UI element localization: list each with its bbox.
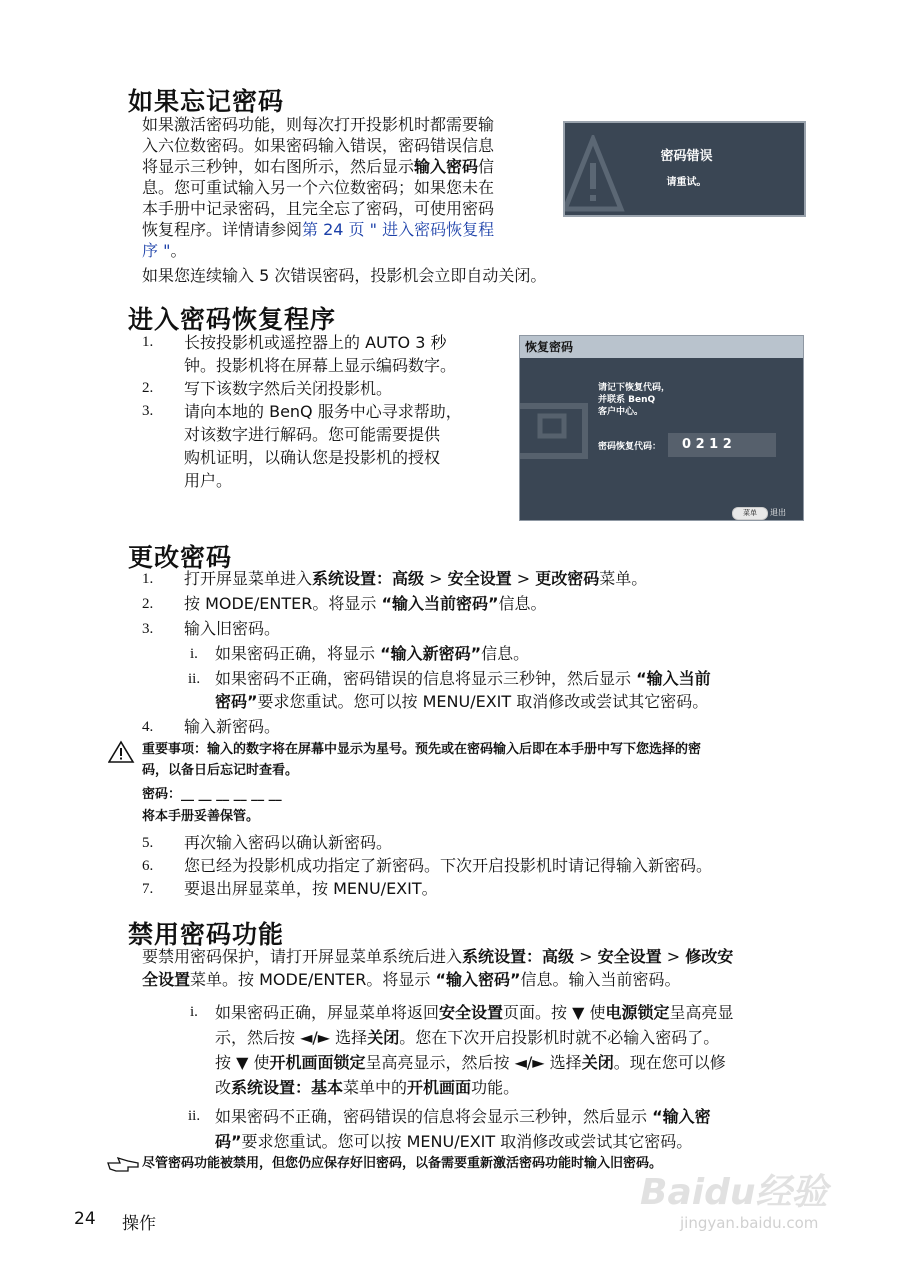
section-name: 操作 — [122, 1214, 156, 1234]
wrong-password-note: 如果您连续输入 5 次错误密码，投影机会立即自动关闭。 — [142, 266, 547, 285]
sub-number: ii. — [188, 1108, 201, 1124]
sub-item: 如果密码正确，将显示 “输入新密码”信息。 — [215, 644, 530, 663]
important-note: 重要事项：输入的数字将在屏幕中显示为星号。预先或在密码输入后即在本手册中写下您选择的密 码，以备日后忘记时查看。 — [142, 742, 702, 778]
para-line: 如果激活密码功能，则每次打开投影机时都需要输 — [142, 115, 495, 134]
step-exit: 要退出屏显菜单，按 MENU/EXIT。 — [184, 879, 438, 898]
keep-manual-note: 将本手册妥善保管。 — [142, 809, 260, 824]
screen-title: 密码错误 — [660, 149, 713, 164]
heading-change-password: 更改密码 — [128, 543, 233, 572]
page-number: 24 — [74, 1209, 96, 1229]
list-item: 写下该数字然后关闭投影机。 — [184, 379, 393, 398]
screen-subtitle: 请重试。 — [666, 177, 707, 188]
watermark-url: jingyan.baidu.com — [680, 1214, 819, 1232]
list-number: 6. — [142, 858, 154, 874]
list-number: 2. — [142, 380, 154, 396]
list-number: 3. — [142, 621, 154, 637]
exit-label: 退出 — [770, 508, 786, 517]
heading-forgot-password: 如果忘记密码 — [128, 87, 285, 116]
recovery-message: 请记下恢复代码， 并联系 BenQ 客户中心。 — [598, 383, 671, 417]
para-line: 本手册中记录密码，且完全忘了密码，可使用密码 — [142, 199, 495, 218]
para-line: 入六位数密码。如果密码输入错误，密码错误信息 — [142, 136, 495, 155]
sub-item: 如果密码正确，屏显菜单将返回安全设置页面。按 ▼ 使电源锁定呈高亮显 示，然后按 ◄/► 选择关闭。您在下次开启投影机时就不必输入密码了。 按 ▼ 使开机画面锁定呈高亮显示，然后按 ◄/► 选择关闭。现在您可以修 改系统设置：基本菜单中的开机画面功能。 — [215, 1003, 734, 1097]
heading-disable-password: 禁用密码功能 — [128, 920, 285, 949]
sub-number: ii. — [188, 671, 201, 687]
list-item: 长按投影机或遥控器上的 AUTO 3 秒 钟。投影机将在屏幕上显示编码数字。 — [184, 333, 457, 375]
warning-icon — [108, 740, 136, 764]
recovery-code: 0 2 1 2 — [668, 433, 776, 457]
sub-number: i. — [190, 646, 198, 662]
disable-intro: 要禁用密码保护，请打开屏显菜单系统后进入系统设置：高级 > 安全设置 > 修改安 全设置菜单。按 MODE/ENTER。将显示 “输入密码”信息。输入当前密码。 — [142, 947, 734, 989]
lock-icon — [520, 386, 600, 476]
para-line: 息。您可重试输入另一个六位数密码；如果您未在 — [142, 178, 495, 197]
page-link-cont[interactable]: 序 " — [142, 241, 171, 260]
para-line: 恢复程序。详情请参阅第 24 页 " 进入密码恢复程 — [142, 220, 495, 239]
step-confirm: 再次输入密码以确认新密码。 — [184, 833, 393, 852]
step-press-mode: 按 MODE/ENTER。将显示 “输入当前密码”信息。 — [184, 594, 547, 613]
heading-recovery: 进入密码恢复程序 — [128, 305, 337, 334]
step-open-menu: 打开屏显菜单进入系统设置：高级 > 安全设置 > 更改密码菜单。 — [184, 569, 648, 588]
sub-number: i. — [190, 1004, 198, 1020]
step-enter-new: 输入新密码。 — [184, 717, 281, 736]
menu-button[interactable]: 菜单 — [732, 507, 768, 520]
forgot-password-paragraph — [142, 114, 552, 261]
list-number: 1. — [142, 334, 154, 350]
disable-tip: 尽管密码功能被禁用，但您仍应保存好旧密码，以备需要重新激活密码功能时输入旧密码。 — [142, 1156, 663, 1171]
password-error-screen — [563, 121, 806, 217]
sub-item: 如果密码不正确，密码错误的信息将会显示三秒钟，然后显示 “输入密 码”要求您重试。您可以按 MENU/EXIT 取消修改或尝试其它密码。 — [215, 1107, 711, 1151]
password-blank: 密码：__ __ __ __ __ __ — [142, 787, 282, 802]
code-label: 密码恢复代码： — [598, 442, 662, 452]
step-enter-old: 输入旧密码。 — [184, 619, 281, 638]
pointing-hand-icon — [106, 1154, 140, 1174]
list-number: 3. — [142, 403, 154, 419]
sub-item: 如果密码不正确，密码错误的信息将显示三秒钟，然后显示 “输入当前 密码”要求您重试。您可以按 MENU/EXIT 取消修改或尝试其它密码。 — [215, 669, 711, 711]
recover-password-screen — [519, 335, 804, 521]
list-number: 5. — [142, 835, 154, 851]
list-number: 2. — [142, 596, 154, 612]
para-line: 序 "。 — [142, 241, 187, 260]
para-line: 将显示三秒钟，如右图所示，然后显示输入密码信 — [142, 157, 495, 176]
step-assigned: 您已经为投影机成功指定了新密码。下次开启投影机时请记得输入新密码。 — [184, 856, 713, 875]
list-number: 7. — [142, 881, 154, 897]
list-number: 1. — [142, 571, 154, 587]
list-item: 请向本地的 BenQ 服务中心寻求帮助， 对该数字进行解码。您可能需要提供 购机证明，以确认您是投影机的授权 用户。 — [184, 402, 462, 490]
list-number: 4. — [142, 719, 154, 735]
page-link[interactable]: 第 24 页 " 进入密码恢复程 — [302, 220, 495, 239]
screen-titlebar: 恢复密码 — [520, 336, 803, 358]
watermark-logo: Baidu经验 — [640, 1172, 828, 1213]
